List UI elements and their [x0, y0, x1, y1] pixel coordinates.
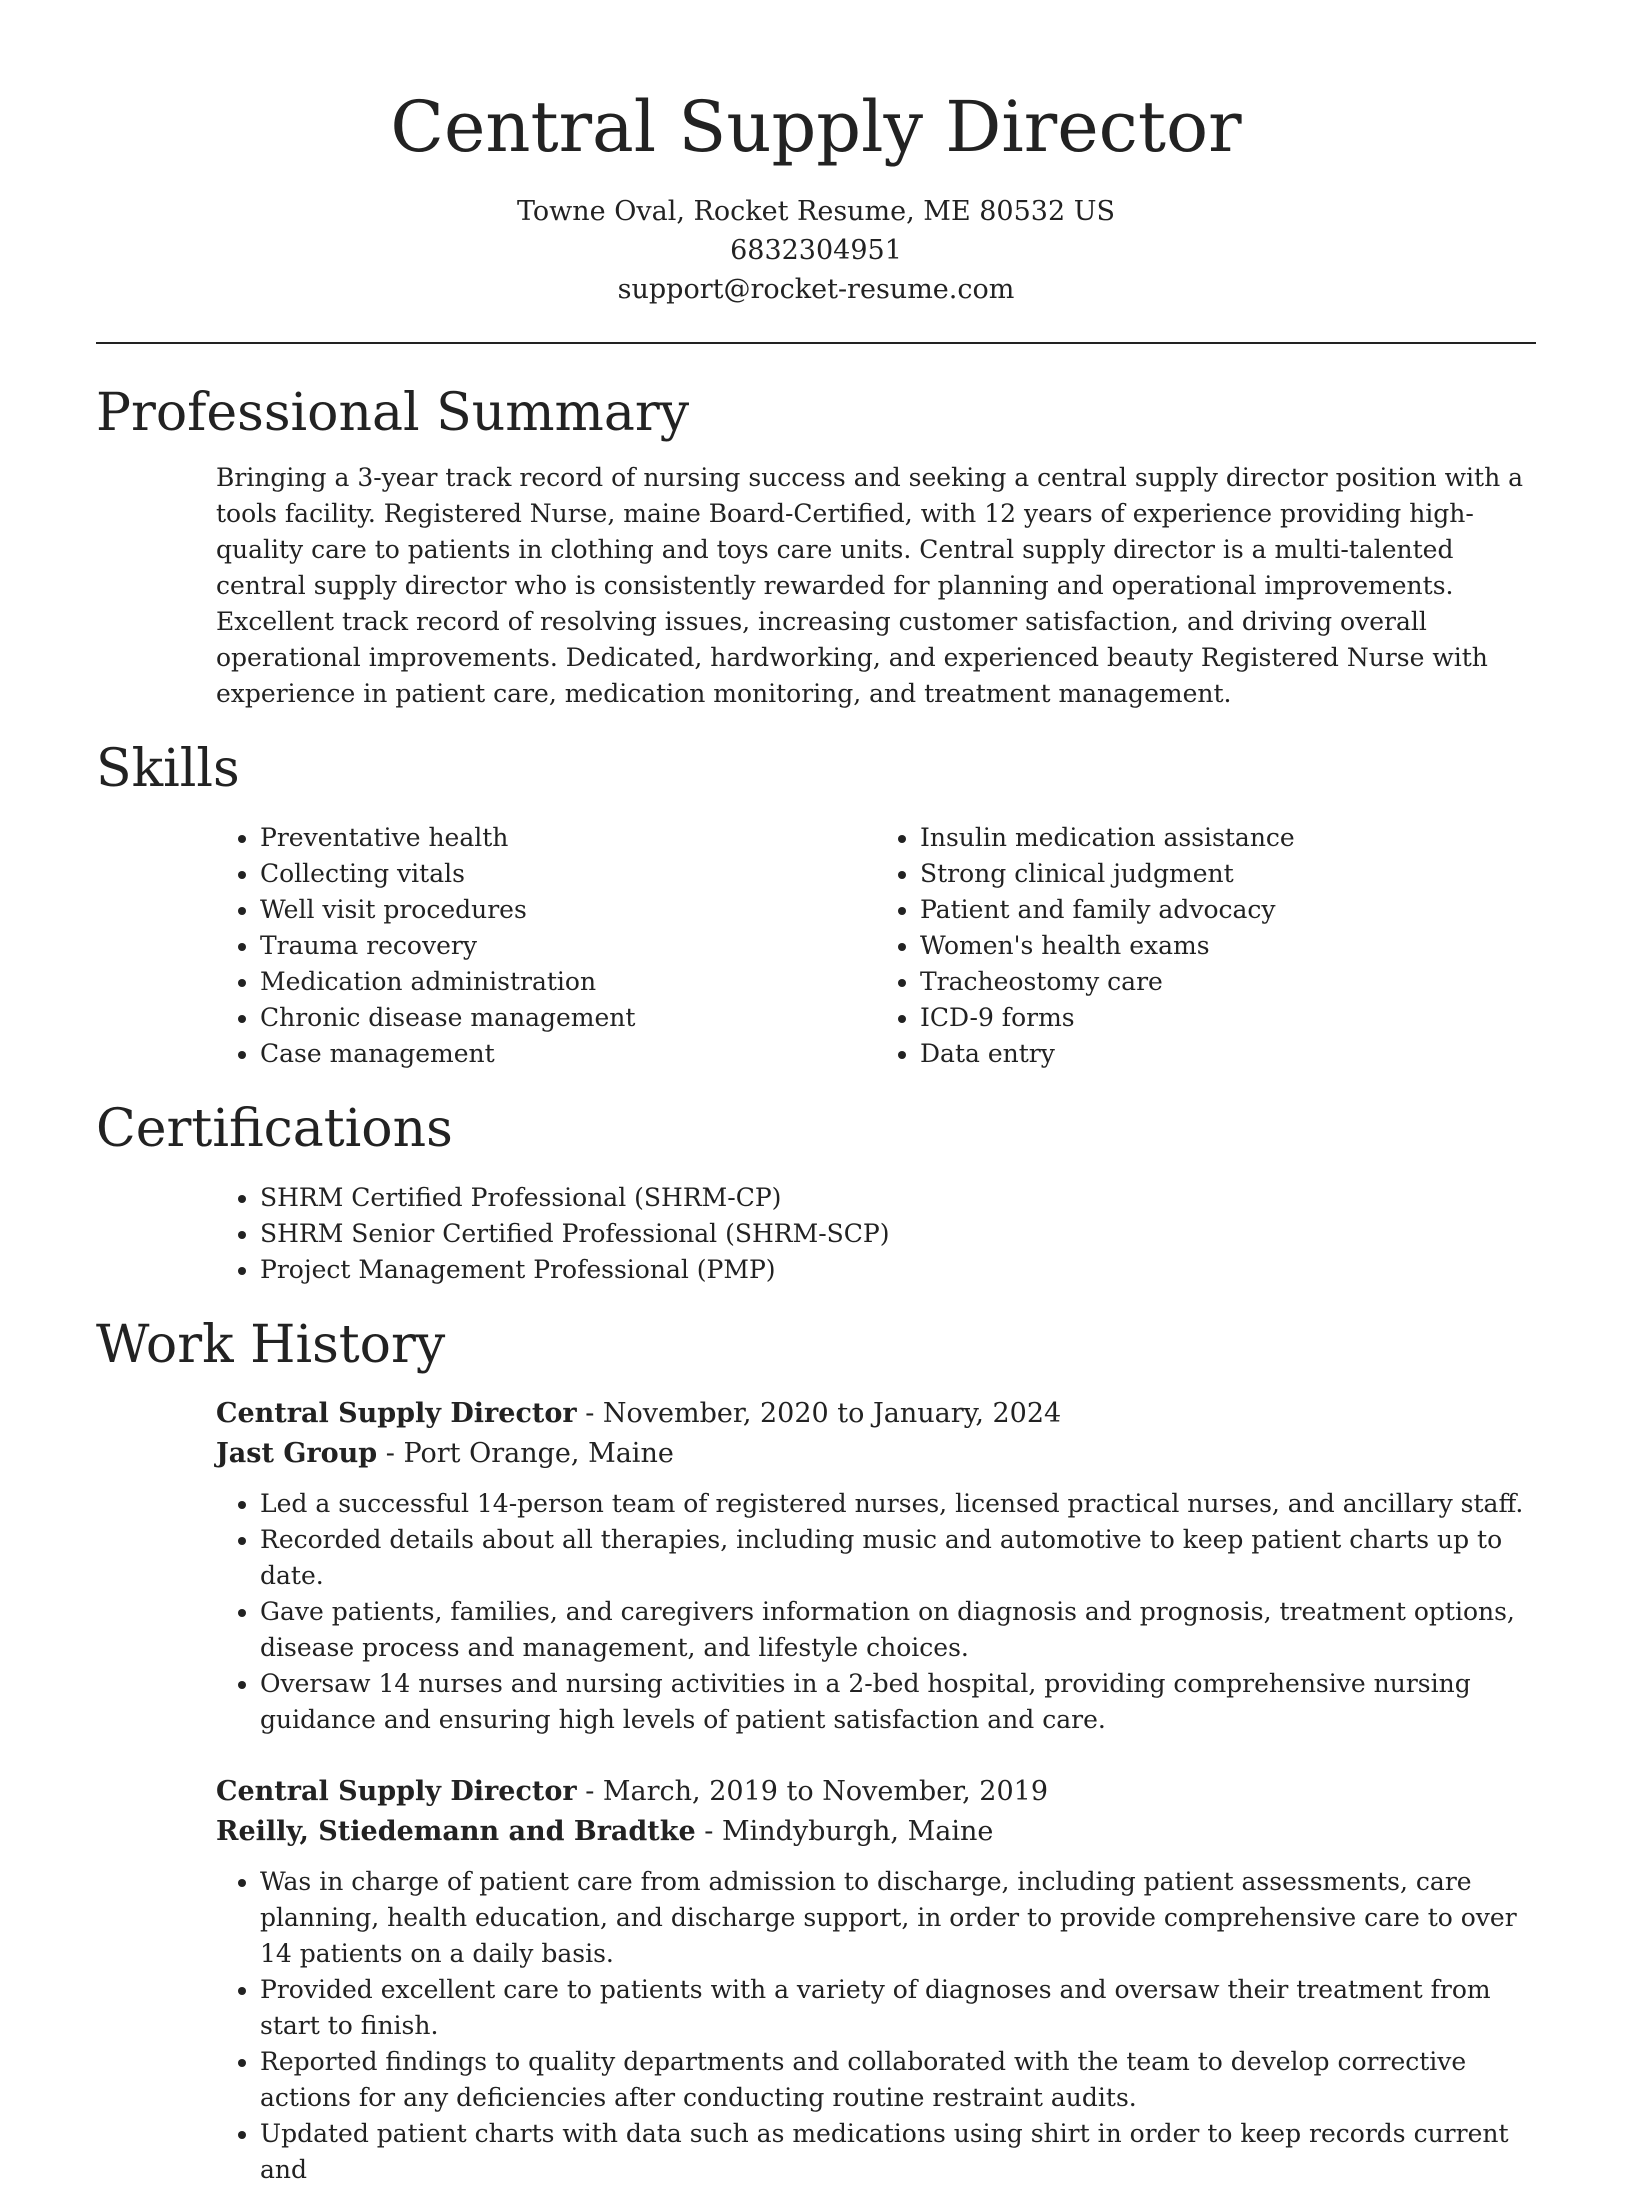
- job-dates: - March, 2019 to November, 2019: [576, 1776, 1049, 1807]
- skills-right-list: [876, 820, 1536, 1072]
- email-text: support@rocket-resume.com: [617, 274, 1015, 305]
- job-bullet: • Recorded details about all therapies, including music and automotive to keep patient charts up to date.: [260, 1522, 1536, 1594]
- job-bullet: • Oversaw 14 nurses and nursing activities in a 2-bed hospital, providing comprehensive nursing guidance and ensuring high levels of patient satisfaction and care.: [260, 1666, 1536, 1738]
- job-dates: - November, 2020 to January, 2024: [576, 1398, 1062, 1429]
- job-title: Central Supply Director: [216, 1398, 577, 1429]
- skill-item: • Preventative health: [260, 820, 876, 856]
- skill-item: • Medication administration: [260, 964, 876, 1000]
- certification-item: • SHRM Senior Certified Professional (SHRM-SCP): [260, 1216, 1536, 1252]
- job-bullet: • Updated patient charts with data such as medications using shirt in order to keep records current and: [260, 2116, 1536, 2188]
- skills-left-list: [216, 820, 876, 1072]
- skill-item: • Chronic disease management: [260, 1000, 876, 1036]
- job-company: Reilly, Stiedemann and Bradtke: [216, 1816, 696, 1847]
- job-bullet: • Gave patients, families, and caregivers information on diagnosis and prognosis, treatment options, disease process and management, and lifestyle choices.: [260, 1594, 1536, 1666]
- certification-item: • Project Management Professional (PMP): [260, 1252, 1536, 1288]
- job-location: - Port Orange, Maine: [377, 1438, 674, 1469]
- skill-item: • Strong clinical judgment: [920, 856, 1536, 892]
- resume-body: [96, 380, 1536, 2188]
- job-company-line: [216, 1812, 1536, 1852]
- job-entry: [216, 1394, 1536, 1738]
- header-divider: [96, 342, 1536, 344]
- skill-item: • Tracheostomy care: [920, 964, 1536, 1000]
- job-title: Central Supply Director: [216, 1776, 577, 1807]
- skill-item: • Trauma recovery: [260, 928, 876, 964]
- skill-item: • Well visit procedures: [260, 892, 876, 928]
- summary-heading: Professional Summary: [96, 383, 690, 443]
- skill-item: • Insulin medication assistance: [920, 820, 1536, 856]
- job-bullet: • Provided excellent care to patients with a variety of diagnoses and oversaw their treatment from start to finish.: [260, 1972, 1536, 2044]
- summary-text: Bringing a 3-year track record of nursing success and seeking a central supply director position with a tools facility. Registered Nurse, maine Board-Certified, with 12 years of experience providing high-quality care to patients in clothing and toys care units. Central supply director is a multi-talented central supply director who is consistently rewarded for planning and operational improvements. Excellent track record of resolving issues, increasing customer satisfaction, and driving overall operational improvements. Dedicated, hardworking, and experienced beauty Registered Nurse with experience in patient care, medication monitoring, and treatment management.: [216, 463, 1524, 708]
- job-company: Jast Group: [216, 1438, 378, 1469]
- skill-item: • Case management: [260, 1036, 876, 1072]
- certifications-section: [96, 1096, 1536, 1288]
- phone-text: 6832304951: [730, 235, 902, 266]
- contact-info: [0, 192, 1632, 309]
- summary-section: [96, 380, 1536, 712]
- certifications-heading: Certifications: [96, 1099, 453, 1159]
- address-text: Towne Oval, Rocket Resume, ME 80532 US: [517, 196, 1115, 227]
- work-history-heading: Work History: [96, 1315, 446, 1375]
- skills-section: [96, 736, 1536, 1072]
- job-bullet: • Led a successful 14-person team of registered nurses, licensed practical nurses, and ancillary staff.: [260, 1486, 1536, 1522]
- job-location: - Mindyburgh, Maine: [695, 1816, 994, 1847]
- resume-header: [0, 0, 1632, 309]
- job-bullets: [216, 1486, 1536, 1738]
- skills-columns: [216, 820, 1536, 1072]
- certifications-list: [216, 1180, 1536, 1288]
- skill-item: • Data entry: [920, 1036, 1536, 1072]
- skill-item: • Women's health exams: [920, 928, 1536, 964]
- job-bullet: • Was in charge of patient care from admission to discharge, including patient assessments, care planning, health education, and discharge support, in order to provide comprehensive care to over 14 patients on a daily basis.: [260, 1864, 1536, 1972]
- resume-title: Central Supply Director: [390, 86, 1242, 168]
- job-title-line: [216, 1772, 1536, 1812]
- skill-item: • Patient and family advocacy: [920, 892, 1536, 928]
- job-bullets: [216, 1864, 1536, 2188]
- job-title-line: [216, 1394, 1536, 1434]
- skill-item: • Collecting vitals: [260, 856, 876, 892]
- work-history-section: [96, 1312, 1536, 2188]
- skill-item: • ICD-9 forms: [920, 1000, 1536, 1036]
- certification-item: • SHRM Certified Professional (SHRM-CP): [260, 1180, 1536, 1216]
- job-entry: [216, 1772, 1536, 2188]
- skills-heading: Skills: [96, 739, 240, 799]
- job-company-line: [216, 1434, 1536, 1474]
- job-bullet: • Reported findings to quality departments and collaborated with the team to develop corrective actions for any deficiencies after conducting routine restraint audits.: [260, 2044, 1536, 2116]
